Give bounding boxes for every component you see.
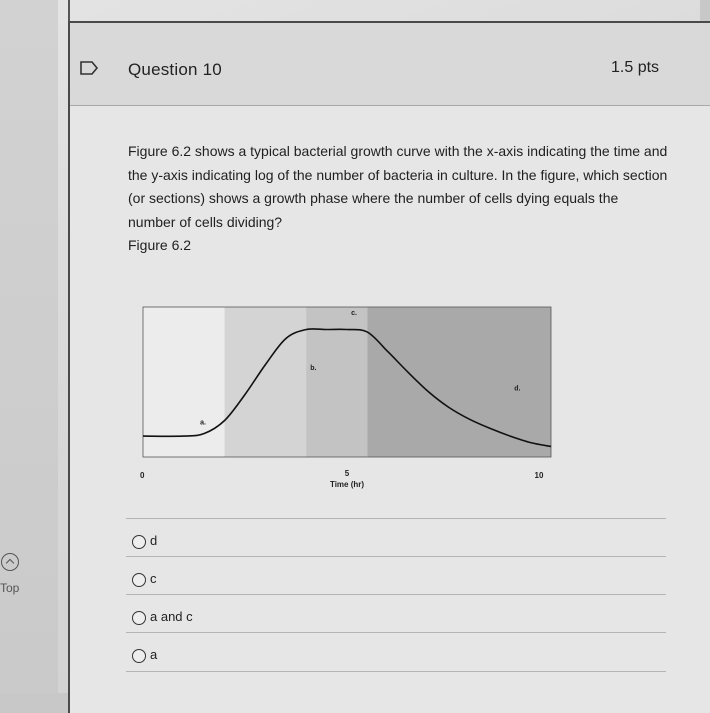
question-text: Figure 6.2 shows a typical bacterial growth curve with the x-axis indicating the time and the y-axis indicating log of the number of bacteria in culture. In the figure, which section (or sections) shows a growth phase where the number of cells dying equals the number of cells dividing? [128,143,668,230]
answer-label: a [150,647,158,662]
question-header [70,23,710,106]
answer-label: d [150,533,158,548]
radio-button[interactable] [132,611,146,625]
x-axis-label: Time (hr) [329,480,365,489]
x-tick-label-10: 10 [534,471,544,480]
x-tick-label-0: 0 [140,471,145,480]
section-label-a: a. [200,419,206,427]
section-d-death [367,307,551,457]
x-axis-ticks [140,469,544,480]
figure-caption: Figure 6.2 [128,237,192,253]
x-tick-label-5: 5 [344,469,350,478]
back-to-top-button[interactable] [0,553,40,603]
section-label-b: b. [310,364,317,372]
answer-label: a and c [150,609,193,624]
question-points: 1.5 pts [611,59,660,76]
radio-button[interactable] [132,649,146,663]
radio-button[interactable] [132,535,146,549]
question-body [128,140,668,258]
section-label-d: d. [514,385,521,393]
flag-question-icon[interactable] [80,61,98,75]
section-a-lag [143,307,225,457]
section-b-log [225,307,307,457]
chevron-up-circle-icon [1,553,19,571]
top-divider [68,0,70,22]
growth-curve-chart [128,285,558,489]
answer-option-a-and-c[interactable] [126,594,666,633]
radio-button[interactable] [132,573,146,587]
answer-option-d[interactable] [126,518,666,557]
answer-option-c[interactable] [126,556,666,595]
question-title: Question 10 [128,60,222,79]
top-label: Top [0,581,20,595]
answer-option-a[interactable] [126,632,666,672]
answer-label: c [150,571,157,586]
question-card [68,21,710,713]
section-label-c: c. [351,310,357,318]
